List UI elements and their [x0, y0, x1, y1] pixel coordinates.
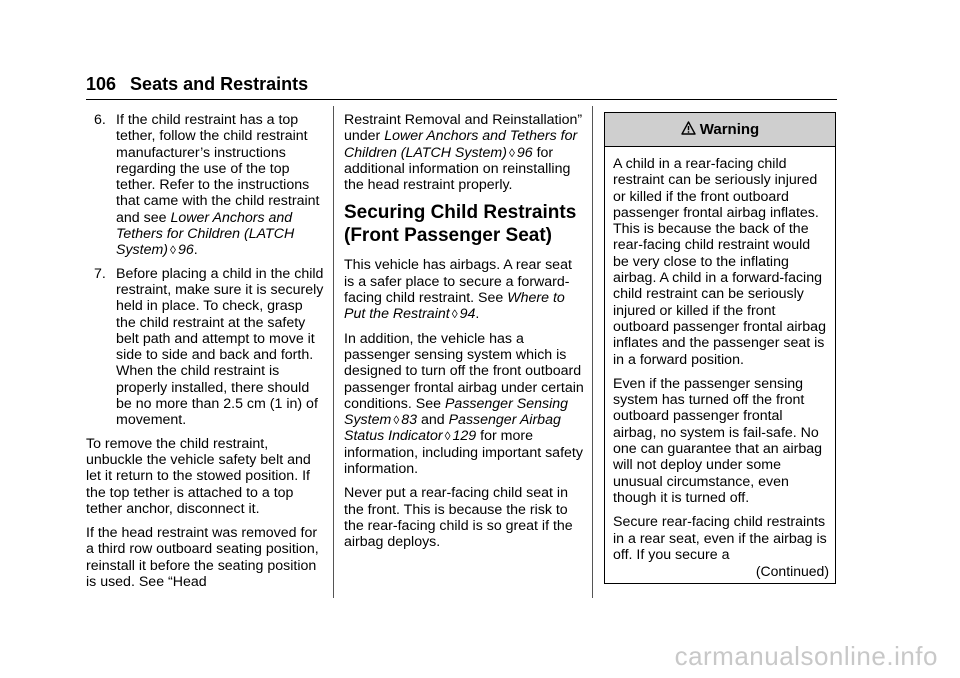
warning-body	[605, 147, 835, 563]
latch-link[interactable]: Lower Anchors and Tethers for Children (LATCH System)	[344, 128, 578, 161]
text: for more information, including important safety information.	[344, 428, 583, 478]
text: Restraint Removal and Reinstallation” under	[344, 112, 583, 145]
paragraph-sensing-system	[344, 331, 584, 478]
step-end: .	[193, 242, 198, 259]
step-text: If the child restraint has a top tether, follow the child restraint manufacturer’s instructions regarding the use of the top tether. Refer to the instructions that came with the child restraint and see	[116, 112, 320, 226]
text: In addition, the vehicle has a passenger sensing system which is designed to turn off the front outboard passenger frontal airbag under certain conditions. See	[344, 330, 584, 412]
header-rule	[86, 99, 837, 100]
paragraph-head-restraint: If the head restraint was removed for a third row outboard seating position, reinstall it before the seating position is used. See “Head	[86, 525, 319, 591]
step-7	[86, 266, 326, 429]
warning-paragraph: Secure rear-facing child restraints in a rear seat, even if the airbag is off. If you secure a	[613, 514, 827, 563]
watermark: carmanualsonline.info	[674, 641, 938, 671]
step-6	[86, 112, 326, 259]
paragraph-remove-restraint: To remove the child restraint, unbuckle the vehicle safety belt and let it return to the stowed position. If the top tether is attached to a top tether anchor, disconnect it.	[86, 435, 311, 517]
page-number: 106	[86, 74, 117, 94]
text: and	[417, 412, 449, 429]
warning-paragraph: A child in a rear-facing child restraint can be seriously injured or killed if the front outboard passenger frontal airbag inflates. This is because the back of the rear-facing child restraint would be very close to the inflating airbag. A child in a forward-facing child restraint can be seriously injured or killed if the front outboard passenger frontal airbag inflates and the passenger seat is in a forward position.	[613, 156, 826, 368]
page-ref[interactable]: 129	[452, 428, 477, 445]
step-number: 7.	[94, 265, 106, 282]
latch-link[interactable]: Lower Anchors and Tethers for Children (LATCH System)	[116, 209, 295, 259]
text: .	[475, 306, 480, 323]
step-number: 6.	[94, 112, 106, 128]
warning-header	[605, 113, 835, 147]
continued-label: (Continued)	[755, 563, 829, 579]
column-1	[86, 112, 326, 598]
paragraph-airbags	[344, 257, 584, 322]
section-title: Securing Child Restraints (Front Passenger Seat)	[344, 202, 577, 247]
page-ref[interactable]: 83	[401, 412, 418, 429]
step-text: Before placing a child in the child restraint, make sure it is securely held in place. To check, grasp the child restraint at the safety belt path and attempt to move it side to side and back and forth. When the child restraint is properly installed, there should be no more than 2.5 cm (1 in) of movement.	[116, 265, 324, 429]
warning-triangle-icon	[681, 121, 696, 139]
page-ref[interactable]: 96	[177, 242, 194, 259]
paragraph-never-rear-facing: Never put a rear-facing child seat in the front. This is because the risk to the rear-facing child is so great if the airbag deploys.	[344, 485, 573, 551]
page-ref-icon: ◊	[508, 145, 515, 160]
chapter-title: Seats and Restraints	[130, 74, 309, 94]
where-to-put-link[interactable]: Where to Put the Restraint	[344, 290, 565, 323]
warning-title: Warning	[699, 121, 760, 138]
text: for additional information on reinstalling the head restraint properly.	[344, 144, 571, 194]
warning-box	[604, 112, 836, 584]
text: This vehicle has airbags. A rear seat is a safer place to secure a forward-facing child restraint. See	[344, 257, 572, 307]
column-divider-1	[333, 106, 334, 598]
page-ref-icon: ◊	[393, 413, 400, 428]
warning-paragraph: Even if the passenger sensing system has turned off the front outboard passenger frontal airbag, no system is fail-safe. No one can guarantee that an airbag will not deploy under some unusual circumstance, even though it is turned off.	[613, 375, 823, 506]
sensing-system-link[interactable]: Passenger Sensing System	[344, 395, 569, 429]
page-ref-icon: ◊	[444, 429, 451, 444]
page-ref-icon: ◊	[451, 307, 458, 322]
page-ref[interactable]: 96	[516, 144, 533, 161]
page-header	[86, 73, 837, 95]
column-divider-2	[592, 106, 593, 598]
column-2	[344, 112, 584, 559]
page-ref-icon: ◊	[170, 243, 176, 258]
status-indicator-link[interactable]: Passenger Airbag Status Indicator	[344, 412, 561, 445]
paragraph-continued	[344, 112, 584, 193]
page-ref[interactable]: 94	[459, 306, 476, 323]
